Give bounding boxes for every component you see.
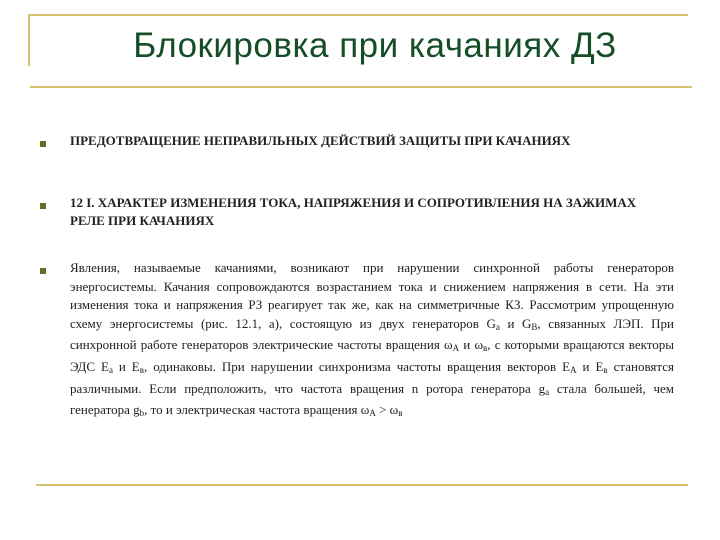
bullet-heading-prevention: ПРЕДОТВРАЩЕНИЕ НЕПРАВИЛЬНЫХ ДЕЙСТВИЙ ЗАЩИТЫ ПРИ КАЧАНИЯХ (70, 133, 571, 148)
bullet-heading-character: 12 I. ХАРАКТЕР ИЗМЕНЕНИЯ ТОКА, НАПРЯЖЕНИЯ И СОПРОТИВЛЕНИЯ НА ЗАЖИМАХ РЕЛЕ ПРИ КАЧАНИЯХ (70, 195, 637, 228)
bullet-square-icon (40, 141, 46, 147)
title-frame-horizontal (28, 14, 688, 16)
slide-title: Блокировка при качаниях ДЗ (133, 26, 617, 65)
title-divider (30, 86, 692, 88)
bullet-square-icon (40, 203, 46, 209)
bullet-body-paragraph: Явления, называемые качаниями, возникают при нарушении синхронной работы генераторов энергосистемы. Качания сопровождаются возрастанием тока и снижением напряжения в сети. На эти изменения тока и напряжения РЗ реагирует так же, как на симметричные КЗ. Рассмотрим упрощенную схему энергосистемы (рис. 12.1, а), состоящую из двух генераторов $G_a$ и $G_B$, связанных ЛЭП. При синхронной работе генераторов электрические частоты вращения $\omega_A$ и $\omega_в$, с которыми вращаются векторы ЭДС $E_a$ и $E_в$, одинаковы. При нарушении синхронизма частоты вращения векторов $E_A$ и $E_в$ становятся различными. Если предположить, что частота вращения n ротора генератора $g_a$ стала большей, чем генератора $g_b$, то и электрическая частота вращения $\omega_A > \omega_в$ (70, 260, 674, 419)
bullet-square-icon (40, 268, 46, 274)
footer-divider (36, 484, 688, 486)
